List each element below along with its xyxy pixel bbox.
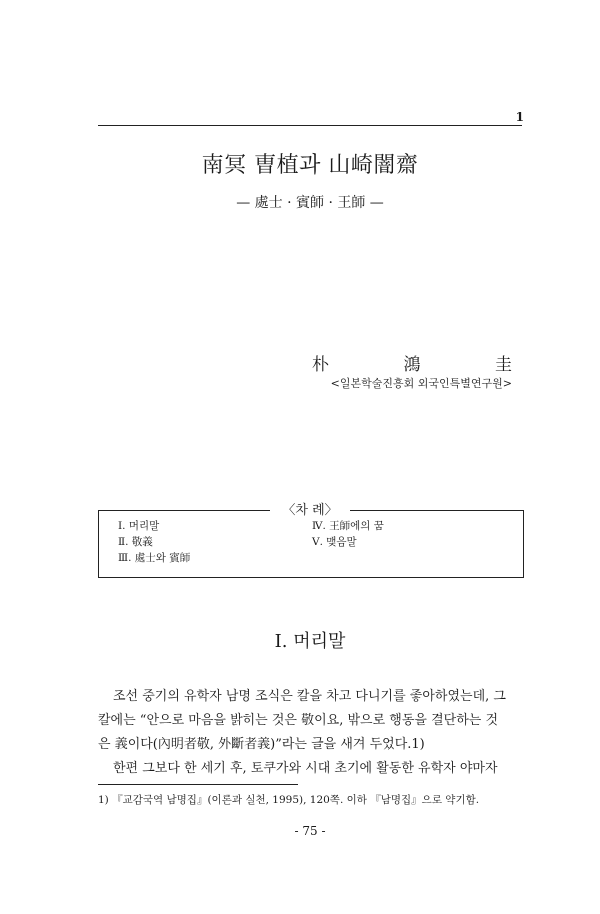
- body-line: 조선 중기의 유학자 남명 조식은 칼을 차고 다니기를 좋아하였는데, 그: [113, 689, 506, 704]
- author-name: [312, 350, 512, 375]
- toc-heading: 〈차 례〉: [270, 499, 350, 518]
- toc-item: Ⅱ. 敬義: [118, 536, 153, 548]
- paper-title: 南冥 曺植과 山崎闇齋: [201, 153, 419, 178]
- toc-item: Ⅳ. 王師에의 꿈: [312, 520, 384, 532]
- toc-item: Ⅲ. 處士와 賓師: [118, 552, 191, 564]
- toc-item: Ⅰ. 머리말: [118, 520, 160, 532]
- body-line: 칼에는 “안으로 마음을 밝히는 것은 敬이요, 밖으로 행동을 결단하는 것: [98, 713, 499, 728]
- author-name-char: 朴: [312, 355, 329, 375]
- toc-item: Ⅴ. 맺음말: [312, 536, 357, 548]
- body-line: 은 義이다(內明者敬, 外斷者義)”라는 글을 새겨 두었다.1): [98, 737, 425, 752]
- table-of-contents: [98, 510, 524, 578]
- paper-subtitle: — 處士 · 賓師 · 王師 —: [236, 195, 384, 211]
- page-folio: - 75 -: [294, 824, 326, 838]
- header-rule: [98, 125, 522, 126]
- author-name-char: 鴻: [403, 355, 421, 375]
- section-heading: Ⅰ. 머리말: [274, 631, 346, 652]
- author-affiliation: <일본학술진흥회 외국인특별연구원>: [330, 377, 512, 390]
- author-name-char: 圭: [495, 355, 512, 375]
- footnote: 1) 『교감국역 남명집』(이론과 실천, 1995), 120쪽. 이하 『남명집』으로 약기함.: [98, 794, 480, 806]
- body-line: 한편 그보다 한 세기 후, 토쿠가와 시대 초기에 활동한 유학자 야마자: [113, 761, 498, 776]
- footnote-rule: [98, 784, 298, 785]
- chapter-number: 1: [515, 110, 524, 124]
